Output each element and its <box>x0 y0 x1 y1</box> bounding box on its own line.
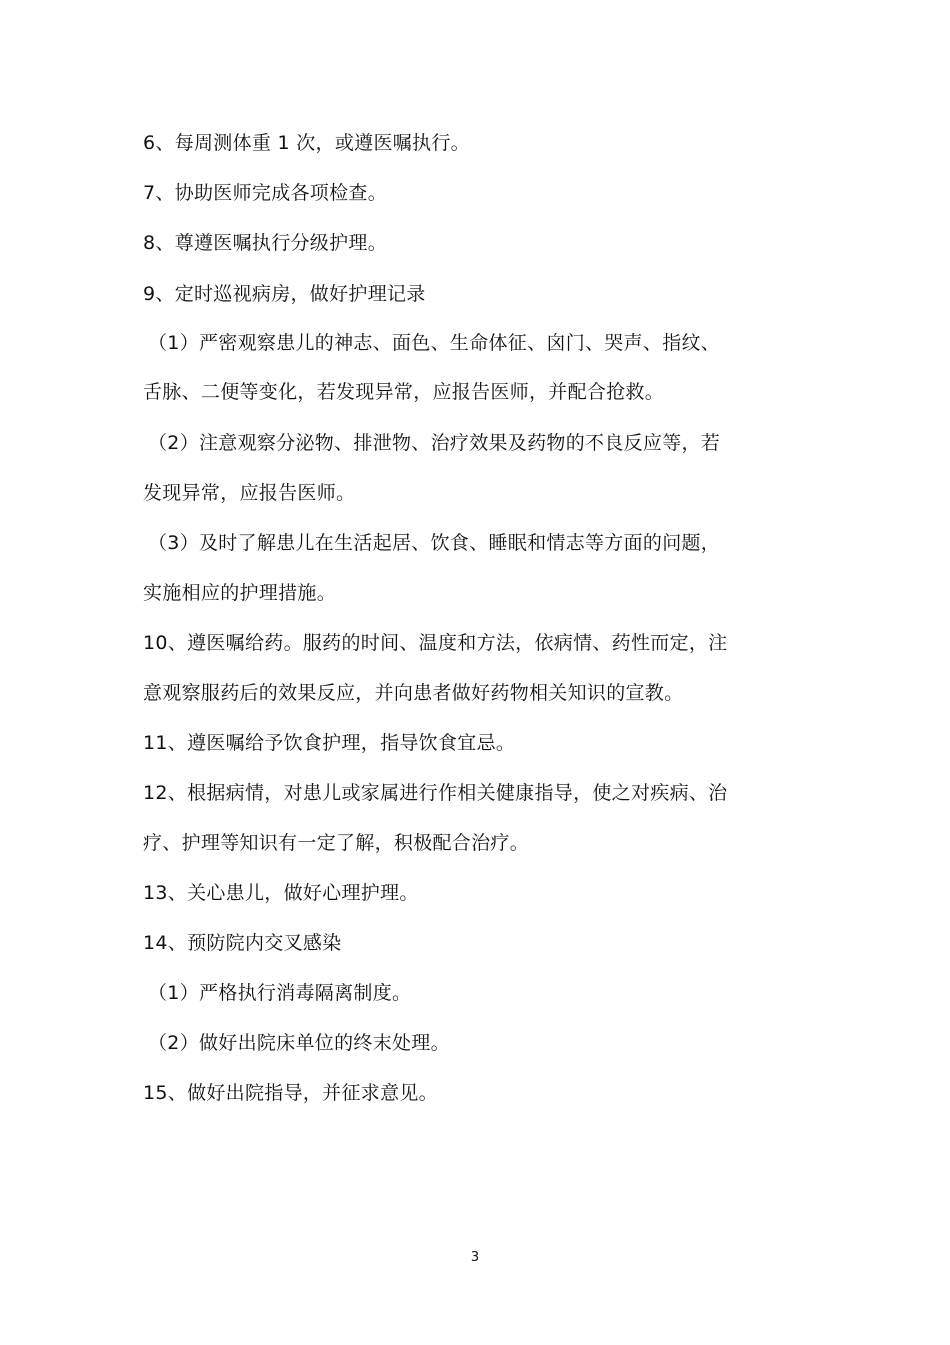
text-line-item-6: 6、每周测体重 1 次，或遵医嘱执行。 <box>143 132 470 154</box>
text-line-item-9: 9、定时巡视病房，做好护理记录 <box>143 283 426 305</box>
text-line-item-14-2: （2）做好出院床单位的终末处理。 <box>148 1032 450 1054</box>
text-line-item-10-cont: 意观察服药后的效果反应，并向患者做好药物相关知识的宣教。 <box>143 682 684 704</box>
text-line-item-9-3: （3）及时了解患儿在生活起居、饮食、睡眠和情志等方面的问题， <box>148 532 721 554</box>
text-line-item-12: 12、根据病情，对患儿或家属进行作相关健康指导，使之对疾病、治 <box>143 782 728 804</box>
text-line-item-13: 13、关心患儿，做好心理护理。 <box>143 882 419 904</box>
text-line-item-8: 8、尊遵医嘱执行分级护理。 <box>143 232 387 254</box>
page-number: 3 <box>470 1250 480 1265</box>
text-line-item-12-cont: 疗、护理等知识有一定了解，积极配合治疗。 <box>143 832 530 854</box>
text-line-item-9-1-cont: 舌脉、二便等变化，若发现异常，应报告医师，并配合抢救。 <box>143 381 665 403</box>
text-line-item-9-1: （1）严密观察患儿的神志、面色、生命体征、囟门、哭声、指纹、 <box>148 332 721 354</box>
text-line-item-10: 10、遵医嘱给药。服药的时间、温度和方法，依病情、药性而定，注 <box>143 632 728 654</box>
text-line-item-9-2-cont: 发现异常，应报告医师。 <box>143 482 356 504</box>
text-line-item-7: 7、协助医师完成各项检查。 <box>143 182 387 204</box>
text-line-item-9-3-cont: 实施相应的护理措施。 <box>143 582 337 604</box>
text-line-item-11: 11、遵医嘱给予饮食护理，指导饮食宜忌。 <box>143 732 516 754</box>
text-line-item-14-1: （1）严格执行消毒隔离制度。 <box>148 982 412 1004</box>
text-line-item-9-2: （2）注意观察分泌物、排泄物、治疗效果及药物的不良反应等，若 <box>148 432 721 454</box>
text-line-item-14: 14、预防院内交叉感染 <box>143 932 342 954</box>
text-line-item-15: 15、做好出院指导，并征求意见。 <box>143 1082 438 1104</box>
